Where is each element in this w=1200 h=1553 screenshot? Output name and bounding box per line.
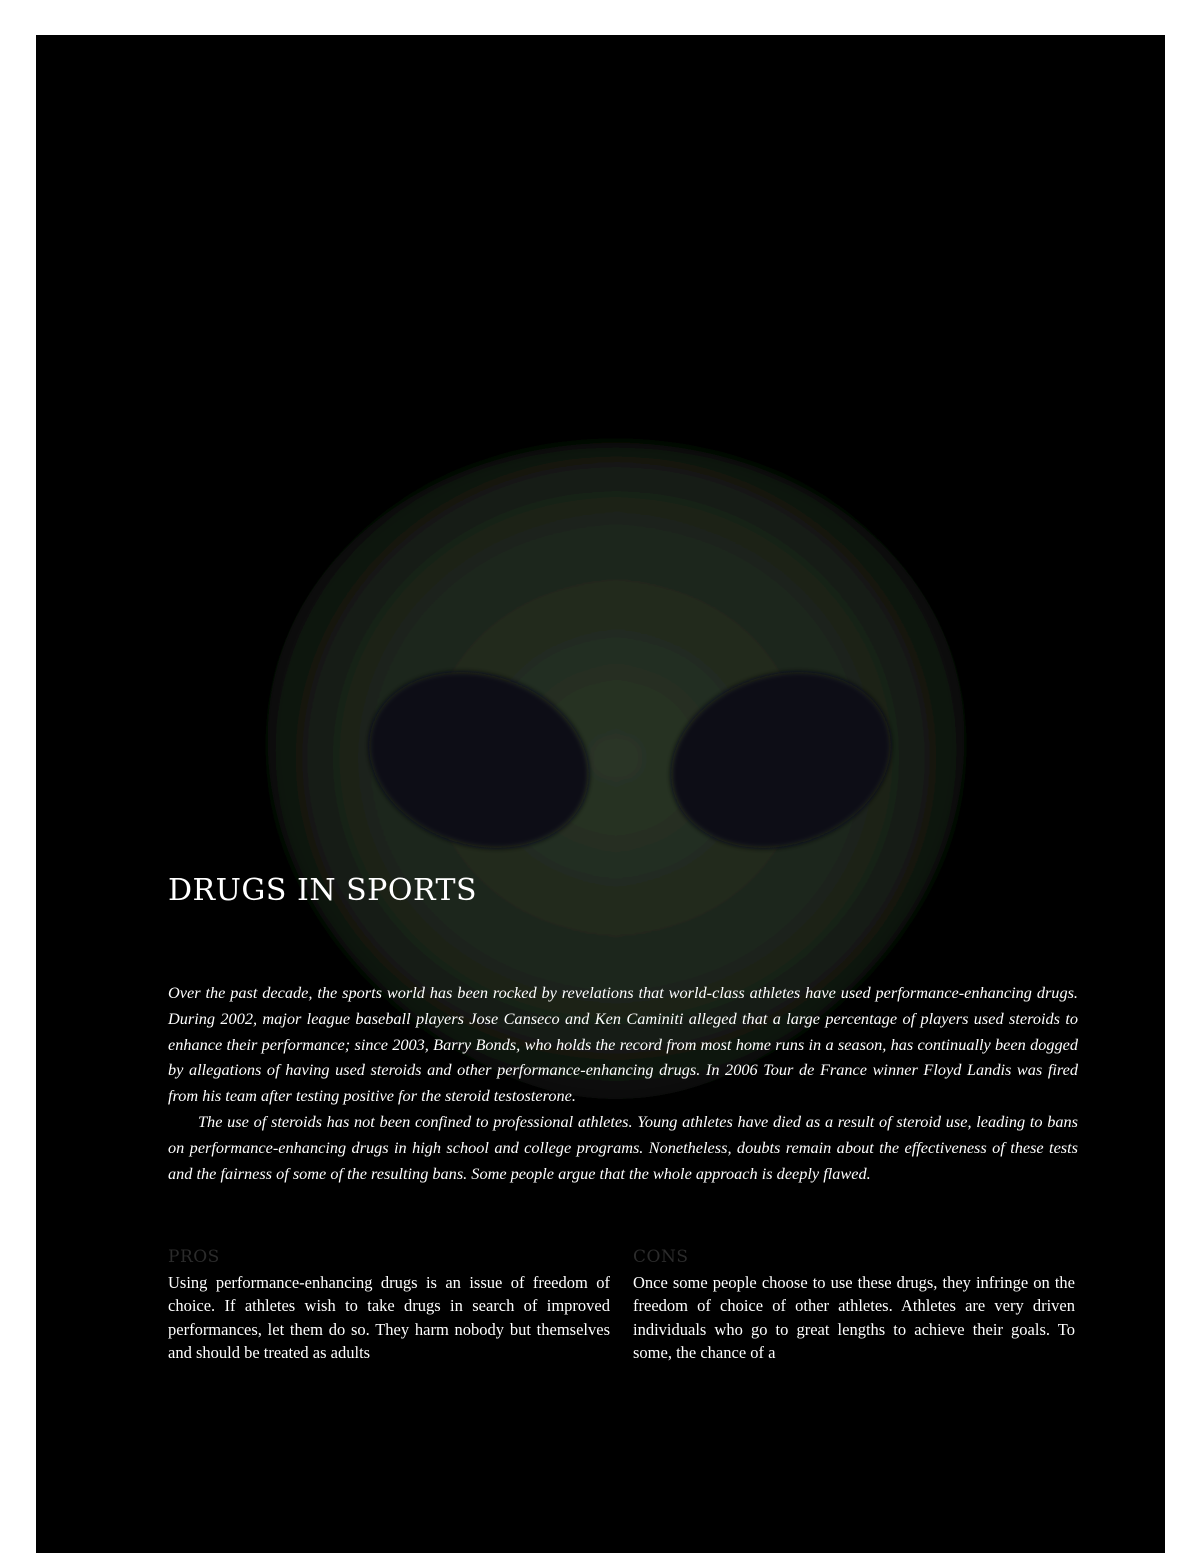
cons-column: [633, 1247, 1075, 1365]
pros-text: Using performance-enhancing drugs is an issue of freedom of choice. If athletes wish to take drugs in search of improved performances, let them do so. They harm nobody but themselves and should be treated as adults: [168, 1273, 610, 1363]
page-title: DRUGS IN SPORTS: [168, 873, 478, 908]
pros-column: [168, 1247, 610, 1365]
pros-heading: PROS: [168, 1247, 220, 1267]
cons-text: Once some people choose to use these drugs, they infringe on the freedom of choice of other athletes. Athletes are very driven individuals who go to great lengths to achieve their goals. To some, the chance of a: [633, 1273, 1075, 1363]
cons-heading: CONS: [633, 1247, 689, 1267]
intro-text: [168, 980, 1078, 1186]
page-background: [36, 35, 1165, 1553]
intro-paragraph-1: Over the past decade, the sports world has been rocked by revelations that world-class athletes have used performance-enhancing drugs. During 2002, major league baseball players Jose Canseco and Ken Caminiti alleged that a large percentage of players used steroids to enhance their performance; since 2003, Barry Bonds, who holds the record from most home runs in a season, has continually been dogged by allegations of having used steroids and other performance-enhancing drugs. In 2006 Tour de France winner Floyd Landis was fired from his team after testing positive for the steroid testosterone.: [168, 983, 1078, 1106]
intro-paragraph-2: The use of steroids has not been confined to professional athletes. Young athletes have died as a result of steroid use, leading to bans on performance-enhancing drugs in high school and college programs. Nonetheless, doubts remain about the effectiveness of these tests and the fairness of some of the resulting bans. Some people argue that the whole approach is deeply flawed.: [168, 1111, 1078, 1183]
